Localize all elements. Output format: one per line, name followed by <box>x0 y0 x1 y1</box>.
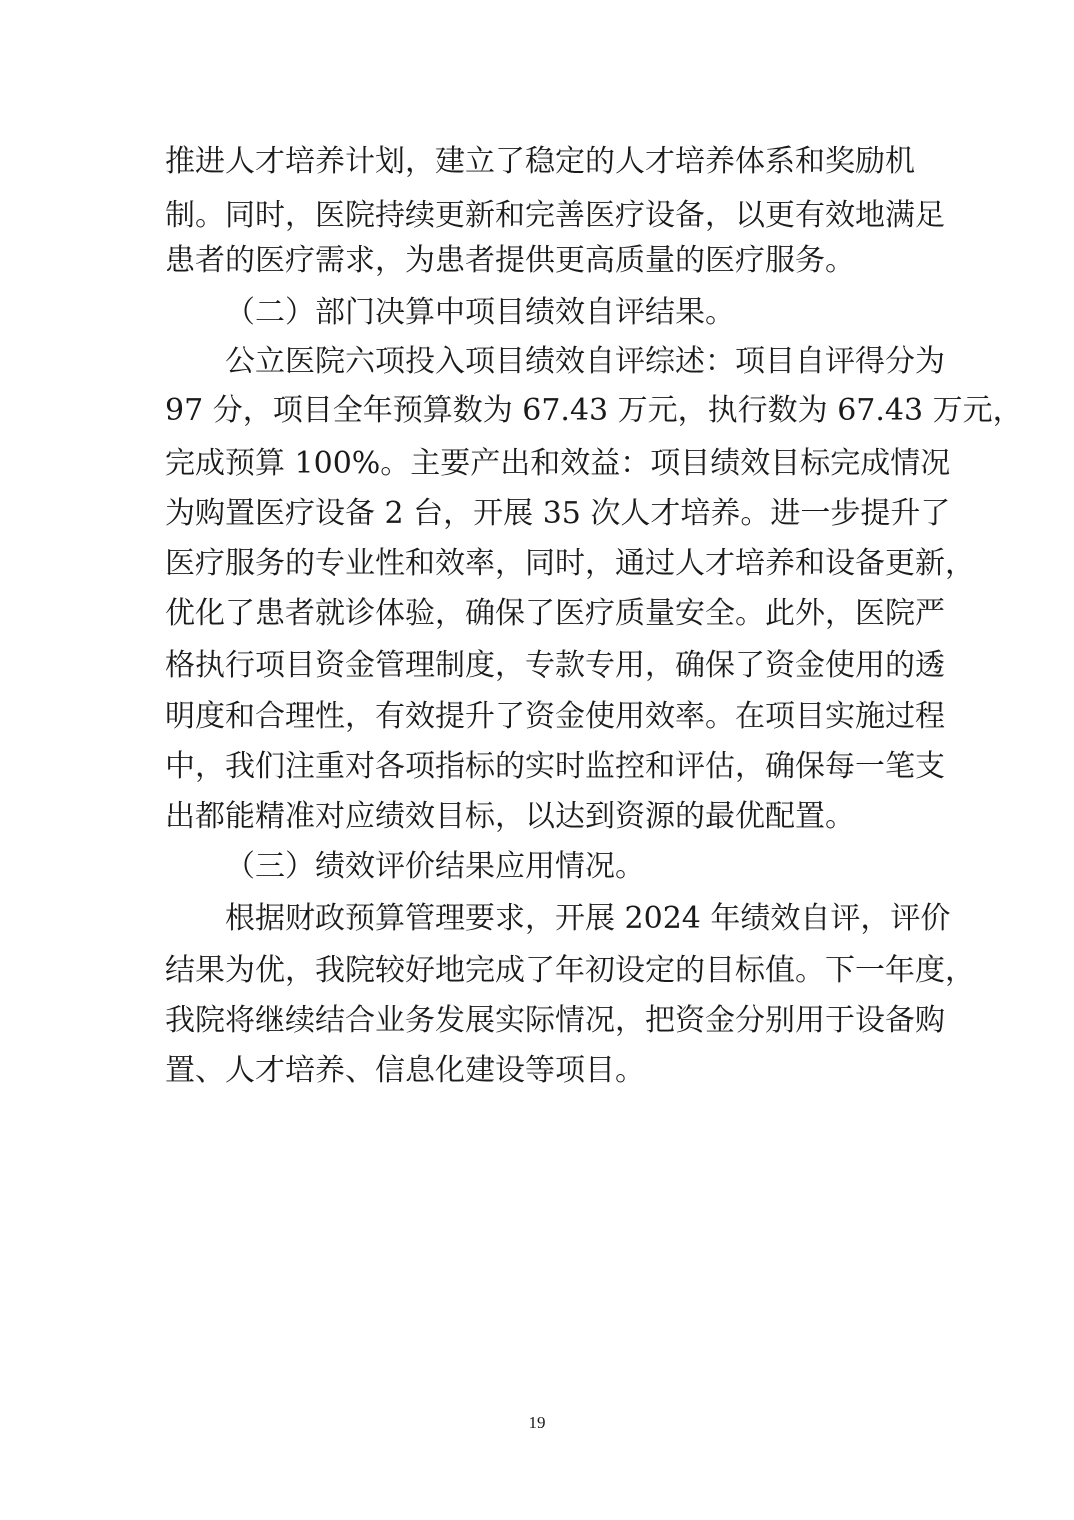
body-text-line: 医疗服务的专业性和效率，同时，通过人才培养和设备更新， <box>165 546 975 581</box>
body-text-line: 我院将继续结合业务发展实际情况，把资金分别用于设备购 <box>165 1003 945 1038</box>
body-text-line: 明度和合理性，有效提升了资金使用效率。在项目实施过程 <box>165 699 945 734</box>
section-heading: （二）部门决算中项目绩效自评结果。 <box>225 295 735 330</box>
body-text-line: 出都能精准对应绩效目标，以达到资源的最优配置。 <box>165 799 855 834</box>
body-text-line: 格执行项目资金管理制度，专款专用，确保了资金使用的透 <box>165 648 945 683</box>
body-text-line: 推进人才培养计划，建立了稳定的人才培养体系和奖励机 <box>165 144 915 179</box>
page-number: 19 <box>528 1413 546 1432</box>
body-text-line: 根据财政预算管理要求，开展 2024 年绩效自评，评价 <box>225 901 951 936</box>
body-text-line: 97 分，项目全年预算数为 67.43 万元，执行数为 67.43 万元， <box>165 393 1023 428</box>
body-text-line: 制。同时，医院持续更新和完善医疗设备，以更有效地满足 <box>165 198 945 233</box>
body-text-line: 公立医院六项投入项目绩效自评综述：项目自评得分为 <box>225 344 945 379</box>
body-text-line: 患者的医疗需求，为患者提供更高质量的医疗服务。 <box>165 243 855 278</box>
body-text-line: 结果为优，我院较好地完成了年初设定的目标值。下一年度， <box>165 953 975 988</box>
body-text-line: 中，我们注重对各项指标的实时监控和评估，确保每一笔支 <box>165 749 945 784</box>
section-heading: （三）绩效评价结果应用情况。 <box>225 849 645 884</box>
body-text-line: 优化了患者就诊体验，确保了医疗质量安全。此外，医院严 <box>165 596 945 631</box>
body-text-line: 为购置医疗设备 2 台，开展 35 次人才培养。进一步提升了 <box>165 496 951 531</box>
body-text-line: 完成预算 100%。主要产出和效益：项目绩效目标完成情况 <box>165 446 951 481</box>
body-text-line: 置、人才培养、信息化建设等项目。 <box>165 1053 645 1088</box>
